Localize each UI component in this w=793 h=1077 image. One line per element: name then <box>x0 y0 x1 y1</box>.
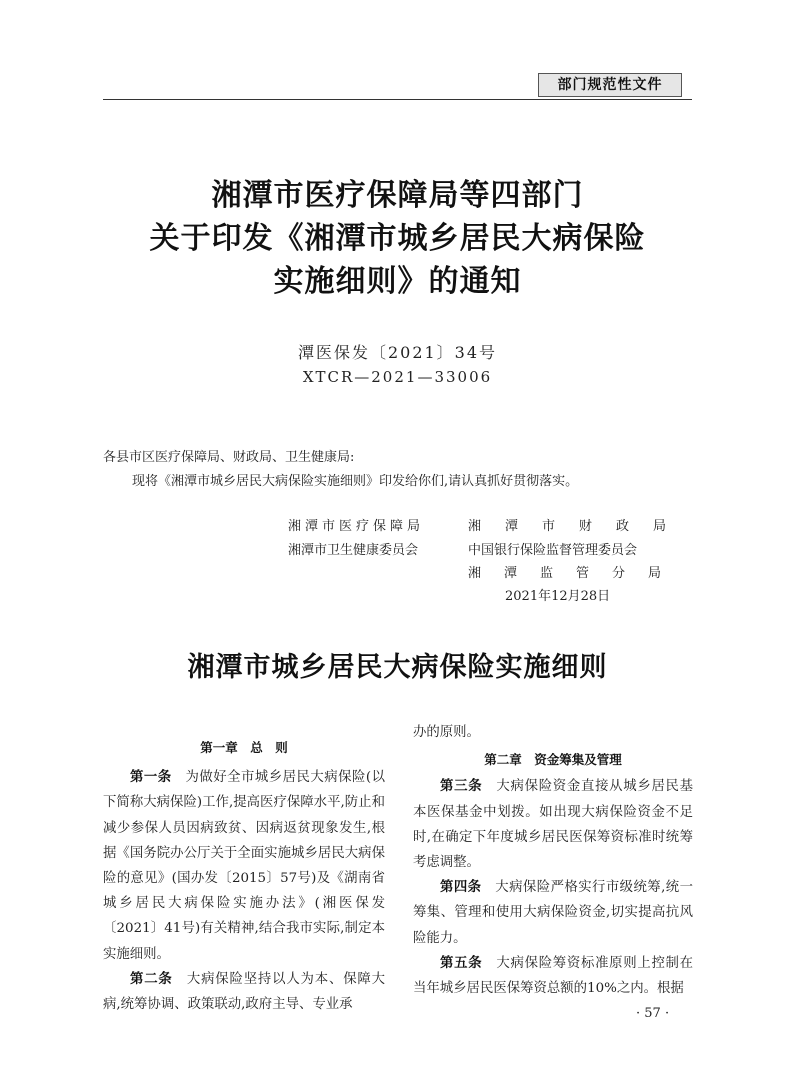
article-4-text: 大病保险严格实行市级统筹,统一筹集、管理和使用大病保险资金,切实提高抗风险能力。 <box>413 880 694 946</box>
page-number: · 57 · <box>636 1006 670 1021</box>
article-1-text: 为做好全市城乡居民大病保险(以下简称大病保险)工作,提高医疗保障水平,防止和减少参保人员因病致贫、因病返贫现象发生,根据《国务院办公厅关于全面实施城乡居民大病保险的意见》(国办发〔2015〕57号)及《湖南省城乡居民大病保险实施办法》(湘医保发〔2021〕41号)有关精神,结合我市实际,制定本实施细则。 <box>103 770 386 962</box>
notice-title-line-3: 实施细则》的通知 <box>273 264 522 299</box>
section-tag: 部门规范性文件 <box>538 73 682 97</box>
article-2 <box>103 967 385 1017</box>
signatory-medical-security-bureau: 湘潭市医疗保障局 <box>288 519 425 534</box>
notice-title-line-2: 关于印发《湘潭市城乡居民大病保险 <box>149 221 646 256</box>
right-column <box>413 720 693 1001</box>
article-2-text: 大病保险坚持以人为本、保障大病,统筹协调、政策联动,政府主导、专业承 <box>103 971 386 1013</box>
article-5-label: 第五条 <box>440 955 483 971</box>
rules-title: 湘潭市城乡居民大病保险实施细则 <box>187 652 608 683</box>
signatory-cbirc: 中国银行保险监督管理委员会 <box>468 543 638 558</box>
article-3-label: 第三条 <box>440 779 483 795</box>
signatory-health-commission: 湘潭市卫生健康委员会 <box>288 543 419 558</box>
article-5-text: 大病保险筹资标准原则上控制在当年城乡居民医保筹资总额的10%之内。根据 <box>413 955 694 997</box>
addressee: 各县市区医疗保障局、财政局、卫生健康局: <box>103 450 355 465</box>
left-column <box>103 735 385 1017</box>
article-5 <box>413 951 693 1001</box>
article-1 <box>103 765 385 967</box>
article-2-label: 第二条 <box>130 971 173 987</box>
chapter-1-heading: 第一章 总 则 <box>200 740 288 755</box>
doc-number: 潭医保发〔2021〕34号 <box>297 343 498 362</box>
signatory-regulatory-branch: 湘潭监管分局 <box>468 566 685 581</box>
notice-title-line-1: 湘潭市医疗保障局等四部门 <box>211 178 584 213</box>
notice-body: 现将《湘潭市城乡居民大病保险实施细则》印发给你们,请认真抓好贯彻落实。 <box>132 474 579 489</box>
signatory-finance-bureau: 湘潭市财政局 <box>468 519 691 534</box>
article-4-label: 第四条 <box>440 880 482 896</box>
reg-number: XTCR—2021—33006 <box>302 368 493 386</box>
header-rule <box>103 99 692 100</box>
article-3-text: 大病保险资金直接从城乡居民基本医保基金中划拨。如出现大病保险资金不足时,在确定下年度城乡居民医保筹资标准时统筹考虑调整。 <box>413 779 694 871</box>
article-3 <box>413 774 693 875</box>
article-2-continuation: 办的原则。 <box>413 725 480 740</box>
notice-date: 2021年12月28日 <box>505 589 611 604</box>
article-1-label: 第一条 <box>130 770 172 786</box>
article-4 <box>413 875 693 951</box>
chapter-2-heading: 第二章 资金筹集及管理 <box>484 752 622 768</box>
